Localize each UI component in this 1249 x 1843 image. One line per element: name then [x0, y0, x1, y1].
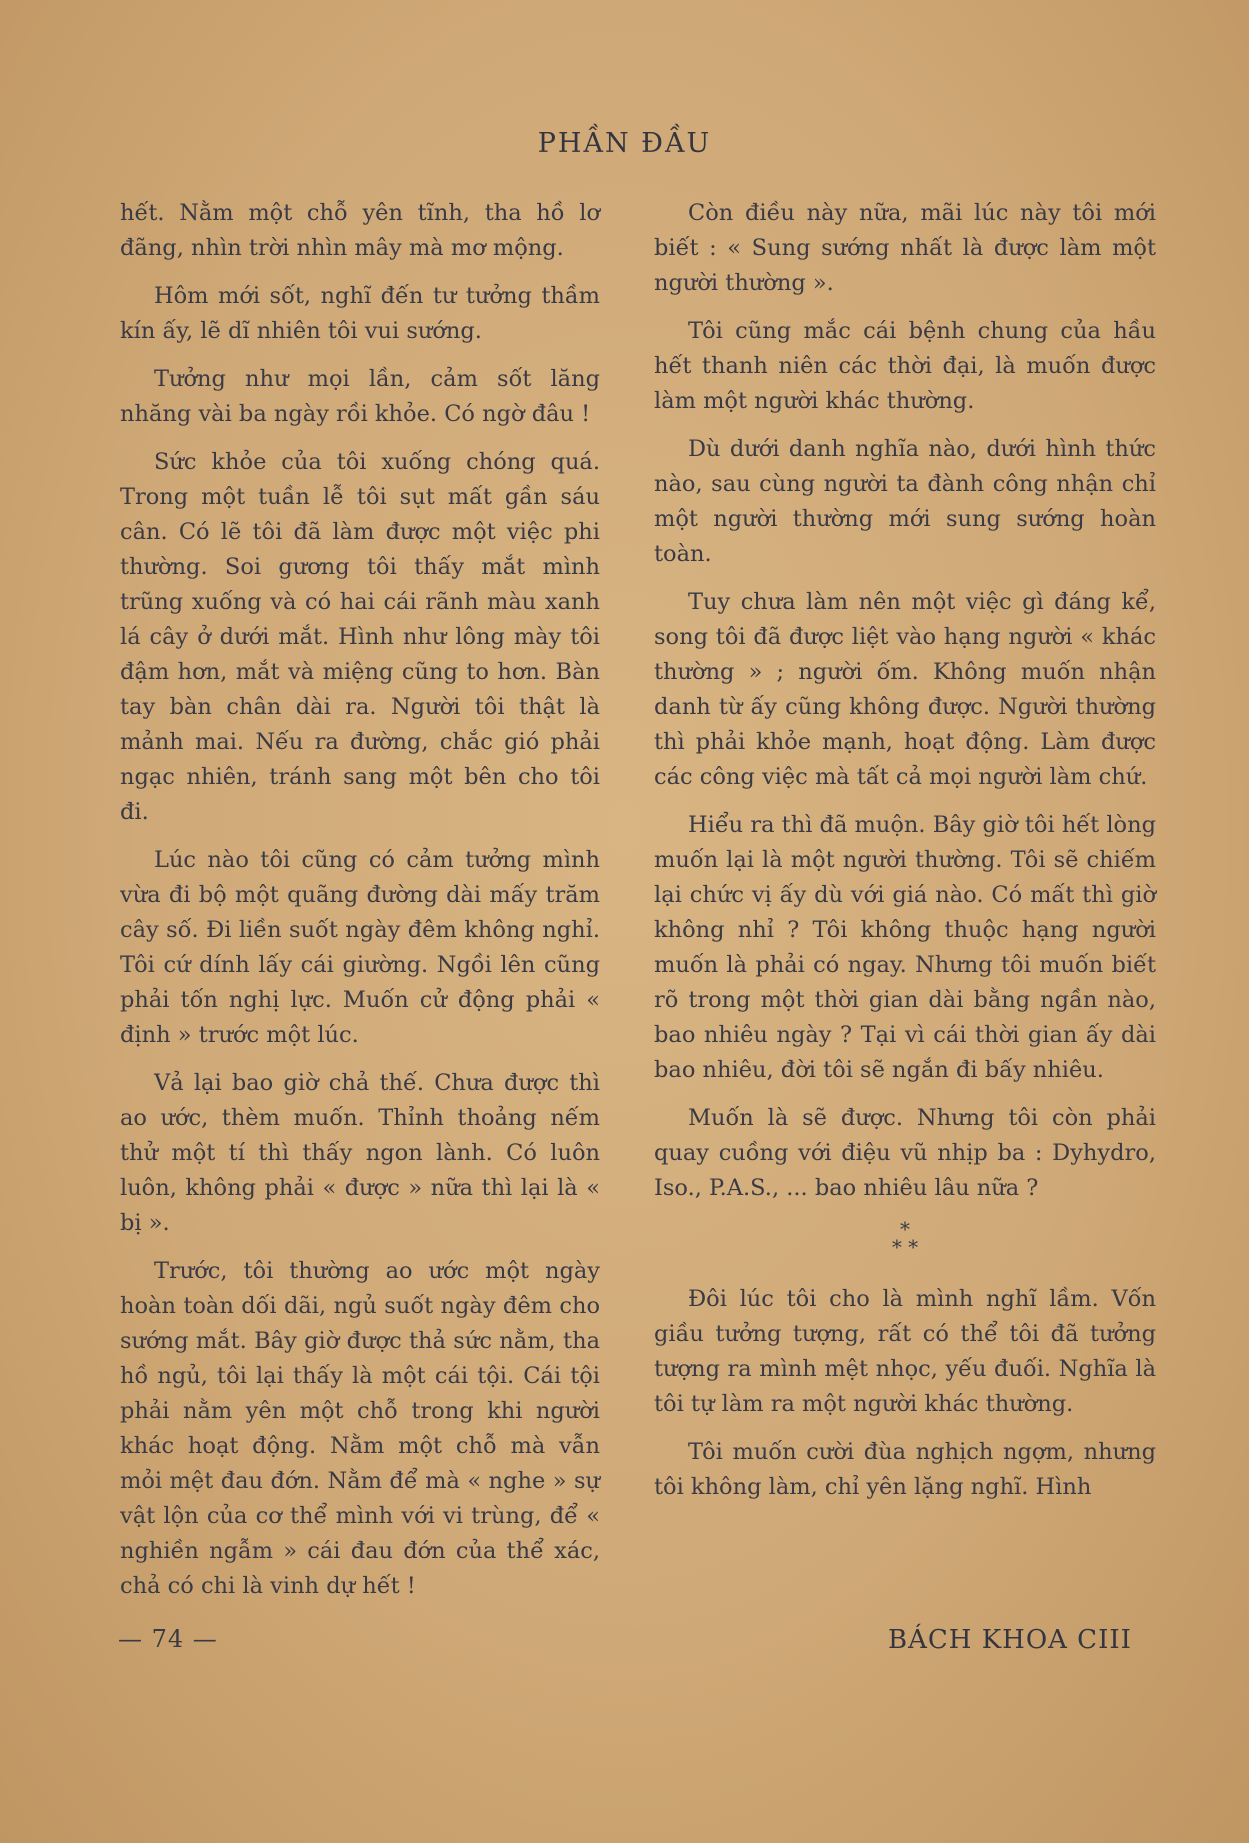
- paragraph: Tuy chưa làm nên một việc gì đáng kể, song tôi đã được liệt vào hạng người « khác thường » ; người ốm. Không muốn nhận danh từ ấy cũng không được. Người thường thì phải khỏe mạnh, hoạt động. Làm được các công việc mà tất cả mọi người làm chứ.: [654, 589, 1156, 790]
- paragraph: Tôi muốn cười đùa nghịch ngợm, nhưng tôi không làm, chỉ yên lặng nghĩ. Hình: [654, 1439, 1156, 1500]
- paragraph: Còn điều này nữa, mãi lúc này tôi mới biết : « Sung sướng nhất là được làm một người thường ».: [654, 200, 1156, 296]
- page-header: PHẦN ĐẦU: [537, 128, 712, 159]
- paragraph: Lúc nào tôi cũng có cảm tưởng mình vừa đi bộ một quãng đường dài mấy trăm cây số. Đi liền suốt ngày đêm không nghỉ. Tôi cứ dính lấy cái giường. Ngồi lên cũng phải tốn nghị lực. Muốn cử động phải « định » trước một lúc.: [120, 847, 600, 1048]
- paragraph: Muốn là sẽ được. Nhưng tôi còn phải quay cuồng với điệu vũ nhịp ba : Dyhydro, Iso., P.A.S., ... bao nhiêu lâu nữa ?: [654, 1105, 1156, 1201]
- paragraph: Hiểu ra thì đã muộn. Bây giờ tôi hết lòng muốn lại là một người thường. Tôi sẽ chiếm lại chức vị ấy dù với giá nào. Có mất thì giờ không nhỉ ? Tôi không thuộc hạng người muốn là phải có ngay. Nhưng tôi muốn biết rõ trong một thời gian dài bằng ngần nào, bao nhiêu ngày ? Tại vì cái thời gian ấy dài bao nhiêu, đời tôi sẽ ngắn đi bấy nhiêu.: [654, 812, 1156, 1083]
- paragraph: Vả lại bao giờ chả thế. Chưa được thì ao ước, thèm muốn. Thỉnh thoảng nếm thử một tí thì thấy ngon lành. Có luôn luôn, không phải « được » nữa thì lại là « bị ».: [120, 1070, 600, 1236]
- paragraph: Trước, tôi thường ao ước một ngày hoàn toàn dối dãi, ngủ suốt ngày đêm cho sướng mắt. Bây giờ được thả sức nằm, tha hồ ngủ, tôi lại thấy là một cái tội. Cái tội phải nằm yên một chỗ trong khi người khác hoạt động. Nằm một chỗ mà vẫn mỏi mệt đau đớn. Nằm để mà « nghe » sự vật lộn của cơ thể mình với vi trùng, để « nghiền ngẫm » cái đau đớn của thể xác, chả có chi là vinh dự hết !: [120, 1258, 600, 1599]
- left-column: [120, 196, 600, 1617]
- section-separator: * * *: [891, 1217, 919, 1259]
- paragraph: Tôi cũng mắc cái bệnh chung của hầu hết thanh niên các thời đại, là muốn được làm một người khác thường.: [654, 318, 1156, 414]
- paragraph: Sức khỏe của tôi xuống chóng quá. Trong một tuần lễ tôi sụt mất gần sáu cân. Có lẽ tôi đã làm được một việc phi thường. Soi gương tôi thấy mắt mình trũng xuống và có hai cái rãnh màu xanh lá cây ở dưới mắt. Hình như lông mày tôi đậm hơn, mắt và miệng cũng to hơn. Bàn tay bàn chân dài ra. Người tôi thật là mảnh mai. Nếu ra đường, chắc gió phải ngạc nhiên, tránh sang một bên cho tôi đi.: [120, 449, 600, 825]
- paragraph: Tưởng như mọi lần, cảm sốt lăng nhăng vài ba ngày rồi khỏe. Có ngờ đâu !: [120, 366, 600, 427]
- right-column: [654, 196, 1156, 1518]
- page-number: — 74 —: [118, 1625, 218, 1653]
- paragraph: Hôm mới sốt, nghĩ đến tư tưởng thầm kín ấy, lẽ dĩ nhiên tôi vui sướng.: [120, 283, 600, 344]
- publication-name: BÁCH KHOA CIII: [888, 1625, 1132, 1655]
- paragraph: Dù dưới danh nghĩa nào, dưới hình thức nào, sau cùng người ta đành công nhận chỉ một người thường mới sung sướng hoàn toàn.: [654, 436, 1156, 567]
- paragraph: hết. Nằm một chỗ yên tĩnh, tha hồ lơ đãng, nhìn trời nhìn mây mà mơ mộng.: [120, 200, 600, 261]
- paragraph: Đôi lúc tôi cho là mình nghĩ lầm. Vốn giầu tưởng tượng, rất có thể tôi đã tưởng tượng ra mình mệt nhọc, yếu đuối. Nghĩa là tôi tự làm ra một người khác thường.: [654, 1286, 1156, 1417]
